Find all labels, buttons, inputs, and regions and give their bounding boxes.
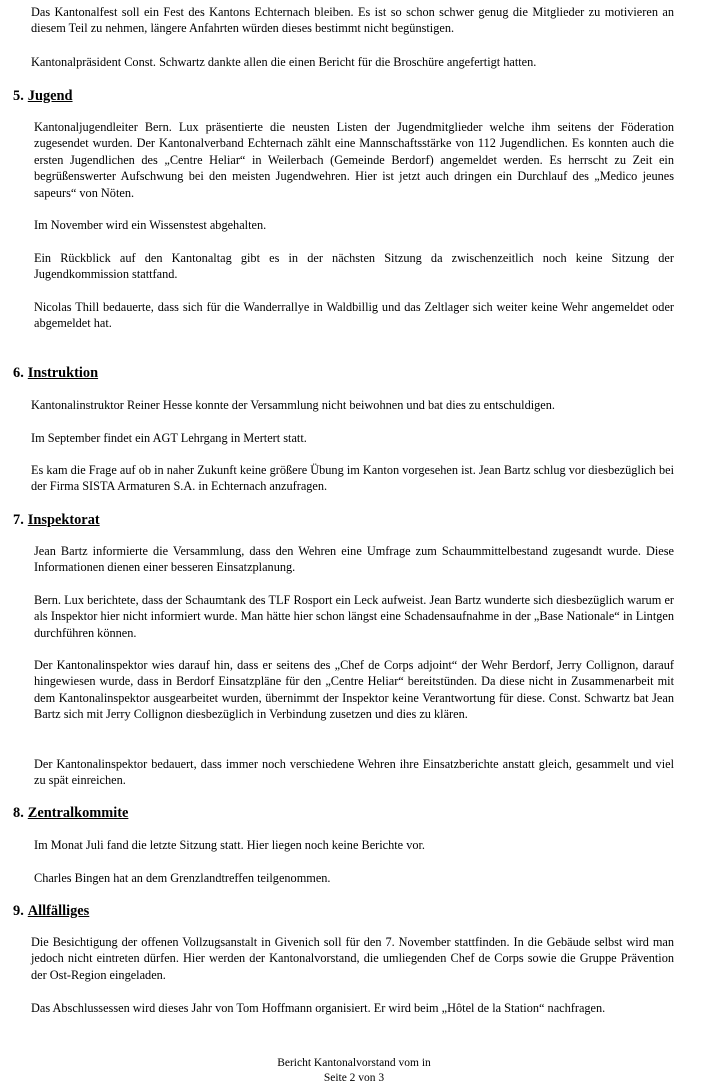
paragraph: Kantonalpräsident Const. Schwartz dankte allen die einen Bericht für die Broschüre angefertigt hatten. bbox=[31, 55, 537, 69]
section-heading bbox=[13, 903, 89, 919]
paragraph: Im Monat Juli fand die letzte Sitzung statt. Hier liegen noch keine Berichte vor. bbox=[34, 838, 426, 852]
paragraph: Es kam die Frage auf ob in naher Zukunft keine größere Übung im Kanton vorgesehen ist. Jean Bartz schlug vor diesbezüglich bei der Firma SISTA Armaturen S.A. in Echternach anzufragen. bbox=[31, 463, 674, 494]
section-number: 5. bbox=[13, 88, 24, 104]
paragraph: Der Kantonalinspektor bedauert, dass immer noch verschiedene Wehren ihre Einsatzberichte anstatt gleich, gesammelt und viel zu spät einreichen. bbox=[34, 757, 674, 788]
section-title: Jugend bbox=[27, 88, 73, 104]
paragraph: Ein Rückblick auf den Kantonaltag gibt es in der nächsten Sitzung da zwischenzeitlich noch keine Sitzung der Jugendkommission stattfand. bbox=[34, 251, 674, 282]
section-title: Zentralkommite bbox=[27, 805, 129, 821]
paragraph: Kantonalinstruktor Reiner Hesse konnte der Versammlung nicht beiwohnen und bat dies zu entschuldigen. bbox=[31, 398, 555, 412]
section-heading bbox=[13, 512, 100, 528]
paragraph: Der Kantonalinspektor wies darauf hin, dass er seitens des „Chef de Corps adjoint“ der Wehr Berdorf, Jerry Collignon, darauf hingewiesen wurde, dass in Berdorf Einsatzpläne für den „Centre Heliar“ bereitstünden. Da diese nicht in Zusammenarbeit mit dem Kantonalinspektor ausgearbeitet wurden, übernimmt der Inspektor keine Verantwortung für diese. Const. Schwartz bat Jean Bartz sich mit Jerry Collignon diesbezüglich in Verbindung zusetzen und dies zu klären. bbox=[34, 658, 674, 722]
paragraph: Jean Bartz informierte die Versammlung, dass den Wehren eine Umfrage zum Schaummittelbestand zugesandt wurde. Diese Informationen dienen einer besseren Einsatzplanung. bbox=[34, 544, 674, 575]
section-title: Inspektorat bbox=[27, 512, 100, 528]
paragraph: Im November wird ein Wissenstest abgehalten. bbox=[34, 218, 267, 232]
paragraph: Die Besichtigung der offenen Vollzugsanstalt in Givenich soll für den 7. November stattfinden. In die Gebäude selbst wird man jedoch nicht eintreten dürfen. Hier werden der Kantonalvorstand, die umliegenden Chef de Corps sowie die Gruppe Prävention der Ost-Region eingeladen. bbox=[31, 935, 674, 982]
footer-page-number: Seite 2 von 3 bbox=[323, 1072, 385, 1084]
paragraph: Das Abschlussessen wird dieses Jahr von Tom Hoffmann organisiert. Er wird beim „Hôtel de la Station“ nachfragen. bbox=[31, 1001, 606, 1015]
paragraph: Bern. Lux berichtete, dass der Schaumtank des TLF Rosport ein Leck aufweist. Jean Bartz wunderte sich diesbezüglich warum er als Inspektor hier nicht informiert wurde. Man hätte hier schon längst eine Schadensaufnahme in der „Base Nationale“ in Lintgen durchführen können. bbox=[34, 593, 674, 640]
section-title: Allfälliges bbox=[27, 903, 90, 919]
paragraph: Das Kantonalfest soll ein Fest des Kantons Echternach bleiben. Es ist so schon schwer genug die Mitglieder zu motivieren an diesem Teil zu nehmen, längere Anfahrten würden dieses bestimmt nicht begünstigen. bbox=[31, 5, 674, 36]
section-heading bbox=[13, 805, 128, 821]
paragraph: Kantonaljugendleiter Bern. Lux präsentierte die neusten Listen der Jugendmitglieder welche ihm seitens der Föderation zugesendet wurden. Der Kantonalverband Echternach zählt eine Mannschaftsstärke von 112 Jugendlichen. Es konnten auch die ersten Jugendlichen des „Centre Heliar“ in Weilerbach (Gemeinde Berdorf) angemeldet werden. Es herrscht zu Zeit ein begrüßenswerter Aufschwung bei den meisten Jugendwehren. Hier ist jetzt auch dringen ein Durchlauf des „Medico jeunes sapeurs“ von Nöten. bbox=[34, 120, 674, 200]
section-number: 7. bbox=[13, 512, 24, 528]
section-number: 9. bbox=[13, 903, 24, 919]
section-heading bbox=[13, 365, 98, 381]
paragraph: Im September findet ein AGT Lehrgang in Mertert statt. bbox=[31, 431, 307, 445]
paragraph: Charles Bingen hat an dem Grenzlandtreffen teilgenommen. bbox=[34, 871, 331, 885]
section-number: 6. bbox=[13, 365, 24, 381]
section-heading bbox=[13, 88, 73, 104]
paragraph: Nicolas Thill bedauerte, dass sich für die Wanderrallye in Waldbillig und das Zeltlager sich weiter keine Wehr angemeldet oder abgemeldet hat. bbox=[34, 300, 674, 331]
section-number: 8. bbox=[13, 805, 24, 821]
footer-report-line: Bericht Kantonalvorstand vom in bbox=[277, 1057, 431, 1069]
section-title: Instruktion bbox=[27, 365, 99, 381]
